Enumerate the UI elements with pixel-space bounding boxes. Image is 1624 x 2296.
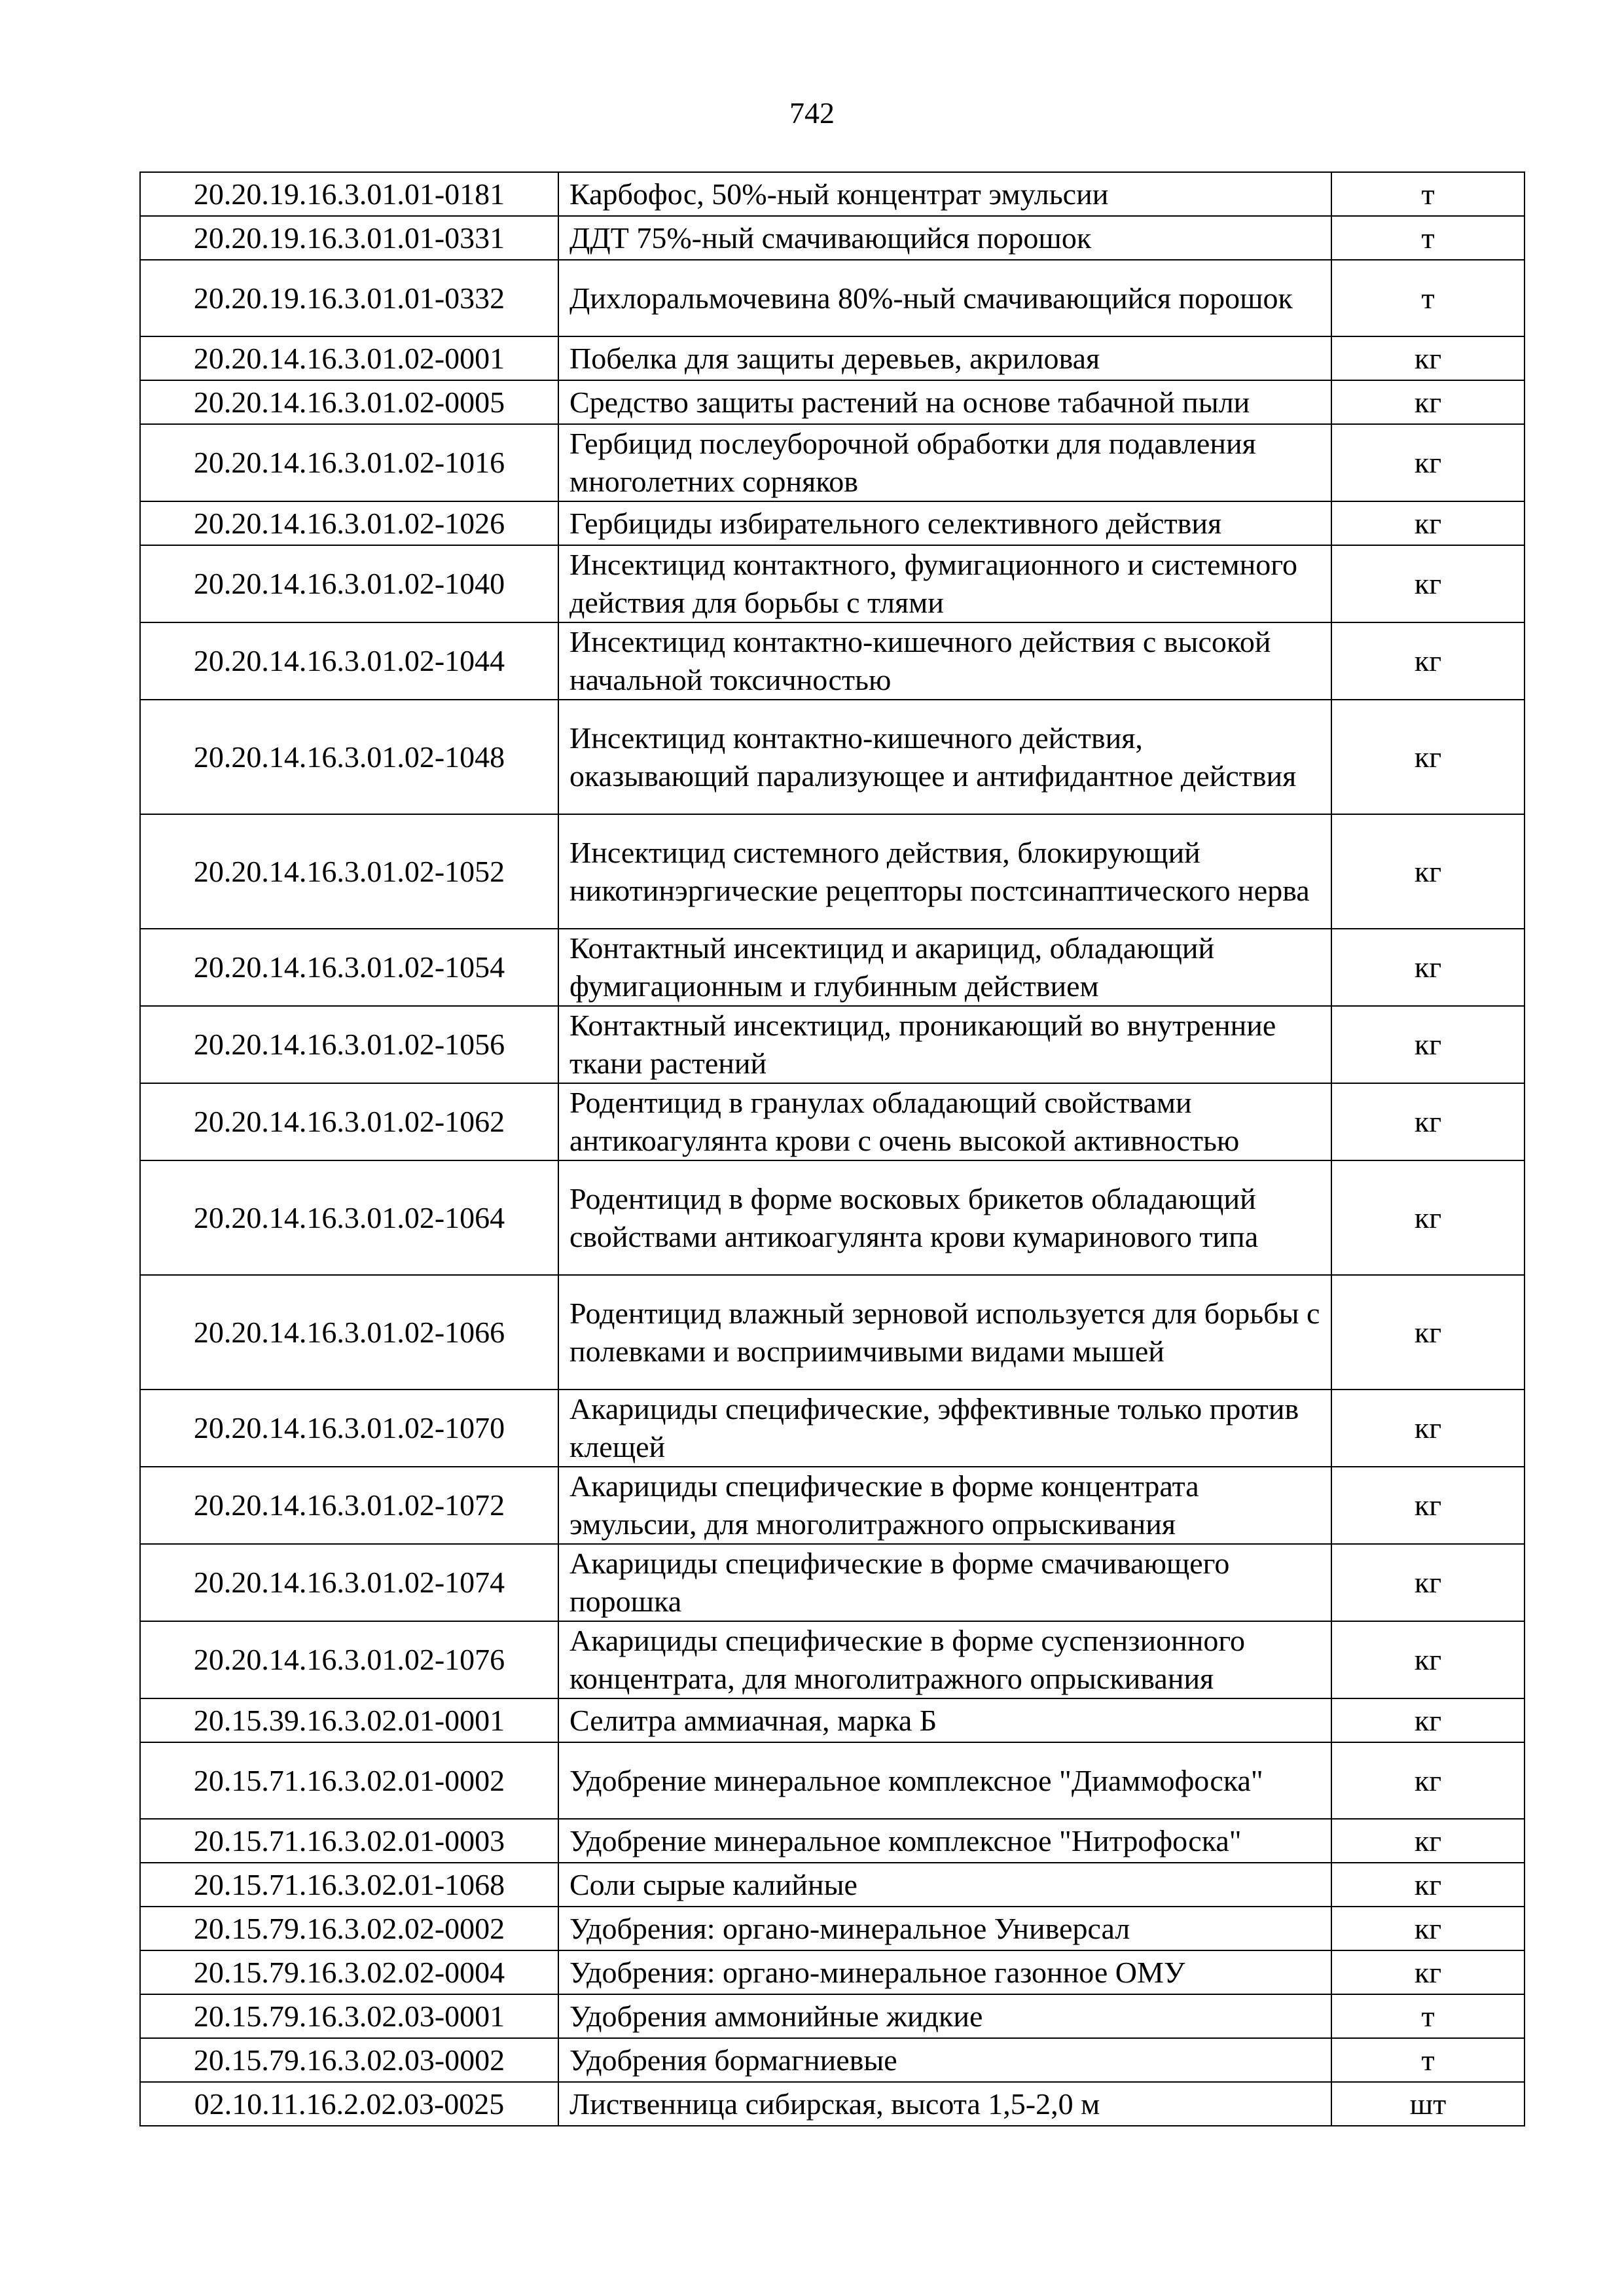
unit-of-measure: кг: [1331, 1621, 1525, 1698]
materials-table-body: [140, 172, 1525, 2126]
resource-name: Инсектицид контактно-кишечного действия, оказывающий парализующее и антифидантное действия: [558, 700, 1331, 814]
unit-of-measure: кг: [1331, 1275, 1525, 1390]
resource-name: Удобрения: органо-минеральное Универсал: [558, 1907, 1331, 1950]
resource-code: 20.20.14.16.3.01.02-1062: [140, 1083, 558, 1160]
unit-of-measure: кг: [1331, 929, 1525, 1006]
resource-name: Родентицид в гранулах обладающий свойствами антикоагулянта крови с очень высокой активностью: [558, 1083, 1331, 1160]
resource-name: Акарициды специфические, эффективные только против клещей: [558, 1390, 1331, 1467]
resource-name: Дихлоральмочевина 80%-ный смачивающийся порошок: [558, 260, 1331, 336]
resource-name: Родентицид в форме восковых брикетов обладающий свойствами антикоагулянта крови кумаринового типа: [558, 1160, 1331, 1275]
unit-of-measure: кг: [1331, 336, 1525, 380]
resource-code: 20.20.14.16.3.01.02-1076: [140, 1621, 558, 1698]
table-row: [140, 929, 1525, 1006]
unit-of-measure: кг: [1331, 1467, 1525, 1544]
unit-of-measure: кг: [1331, 1950, 1525, 1994]
unit-of-measure: кг: [1331, 501, 1525, 545]
table-row: [140, 1275, 1525, 1390]
resource-name: Контактный инсектицид, проникающий во внутренние ткани растений: [558, 1006, 1331, 1083]
table-row: [140, 814, 1525, 929]
resource-code: 20.15.79.16.3.02.03-0002: [140, 2038, 558, 2082]
table-row: [140, 501, 1525, 545]
table-row: [140, 2038, 1525, 2082]
table-row: [140, 424, 1525, 501]
table-row: [140, 1819, 1525, 1863]
resource-code: 20.15.79.16.3.02.03-0001: [140, 1994, 558, 2038]
resource-name: Родентицид влажный зерновой используется для борьбы с полевками и восприимчивыми видами мышей: [558, 1275, 1331, 1390]
resource-code: 20.15.39.16.3.02.01-0001: [140, 1698, 558, 1742]
unit-of-measure: т: [1331, 260, 1525, 336]
resource-name: Акарициды специфические в форме концентрата эмульсии, для многолитражного опрыскивания: [558, 1467, 1331, 1544]
unit-of-measure: кг: [1331, 1006, 1525, 1083]
resource-code: 20.15.71.16.3.02.01-0003: [140, 1819, 558, 1863]
table-row: [140, 216, 1525, 260]
resource-code: 20.15.71.16.3.02.01-1068: [140, 1863, 558, 1907]
unit-of-measure: кг: [1331, 545, 1525, 622]
resource-code: 20.20.14.16.3.01.02-1064: [140, 1160, 558, 1275]
resource-code: 02.10.11.16.2.02.03-0025: [140, 2082, 558, 2126]
resource-code: 20.15.79.16.3.02.02-0004: [140, 1950, 558, 1994]
resource-code: 20.20.14.16.3.01.02-1056: [140, 1006, 558, 1083]
table-row: [140, 2082, 1525, 2126]
resource-code: 20.20.14.16.3.01.02-1040: [140, 545, 558, 622]
resource-name: Удобрения аммонийные жидкие: [558, 1994, 1331, 2038]
resource-name: Контактный инсектицид и акарицид, обладающий фумигационным и глубинным действием: [558, 929, 1331, 1006]
table-row: [140, 1390, 1525, 1467]
unit-of-measure: кг: [1331, 1819, 1525, 1863]
resource-code: 20.20.14.16.3.01.02-1044: [140, 622, 558, 700]
unit-of-measure: кг: [1331, 1742, 1525, 1819]
table-row: [140, 1006, 1525, 1083]
resource-code: 20.15.71.16.3.02.01-0002: [140, 1742, 558, 1819]
resource-name: Соли сырые калийные: [558, 1863, 1331, 1907]
table-row: [140, 700, 1525, 814]
unit-of-measure: кг: [1331, 1698, 1525, 1742]
resource-name: Удобрение минеральное комплексное "Нитрофоска": [558, 1819, 1331, 1863]
unit-of-measure: кг: [1331, 814, 1525, 929]
table-row: [140, 1083, 1525, 1160]
resource-name: Акарициды специфические в форме суспензионного концентрата, для многолитражного опрыскивания: [558, 1621, 1331, 1698]
unit-of-measure: кг: [1331, 700, 1525, 814]
table-row: [140, 1467, 1525, 1544]
table-row: [140, 1544, 1525, 1621]
resource-code: 20.20.14.16.3.01.02-0001: [140, 336, 558, 380]
unit-of-measure: кг: [1331, 622, 1525, 700]
resource-name: ДДТ 75%-ный смачивающийся порошок: [558, 216, 1331, 260]
resource-name: Удобрения бормагниевые: [558, 2038, 1331, 2082]
unit-of-measure: кг: [1331, 1863, 1525, 1907]
resource-code: 20.20.14.16.3.01.02-1066: [140, 1275, 558, 1390]
resource-code: 20.20.14.16.3.01.02-1048: [140, 700, 558, 814]
unit-of-measure: кг: [1331, 1160, 1525, 1275]
table-row: [140, 1621, 1525, 1698]
unit-of-measure: кг: [1331, 1544, 1525, 1621]
unit-of-measure: кг: [1331, 1907, 1525, 1950]
table-row: [140, 1994, 1525, 2038]
resource-name: Лиственница сибирская, высота 1,5-2,0 м: [558, 2082, 1331, 2126]
unit-of-measure: т: [1331, 1994, 1525, 2038]
table-row: [140, 172, 1525, 216]
resource-code: 20.20.14.16.3.01.02-1052: [140, 814, 558, 929]
resource-name: Гербицид послеуборочной обработки для подавления многолетних сорняков: [558, 424, 1331, 501]
resource-code: 20.20.14.16.3.01.02-1072: [140, 1467, 558, 1544]
resource-code: 20.20.14.16.3.01.02-1016: [140, 424, 558, 501]
unit-of-measure: кг: [1331, 1083, 1525, 1160]
resource-code: 20.20.19.16.3.01.01-0332: [140, 260, 558, 336]
table-row: [140, 1742, 1525, 1819]
resource-name: Средство защиты растений на основе табачной пыли: [558, 380, 1331, 424]
resource-name: Побелка для защиты деревьев, акриловая: [558, 336, 1331, 380]
resource-name: Гербициды избирательного селективного действия: [558, 501, 1331, 545]
table-row: [140, 545, 1525, 622]
resource-code: 20.20.14.16.3.01.02-1054: [140, 929, 558, 1006]
unit-of-measure: т: [1331, 2038, 1525, 2082]
table-row: [140, 1907, 1525, 1950]
unit-of-measure: кг: [1331, 424, 1525, 501]
resource-code: 20.20.19.16.3.01.01-0331: [140, 216, 558, 260]
table-row: [140, 1160, 1525, 1275]
resource-name: Карбофос, 50%-ный концентрат эмульсии: [558, 172, 1331, 216]
resource-name: Акарициды специфические в форме смачивающего порошка: [558, 1544, 1331, 1621]
resource-name: Удобрение минеральное комплексное "Диаммофоска": [558, 1742, 1331, 1819]
unit-of-measure: кг: [1331, 1390, 1525, 1467]
materials-table: [139, 171, 1525, 2126]
table-row: [140, 1863, 1525, 1907]
table-row: [140, 1950, 1525, 1994]
page-number: 742: [789, 96, 835, 130]
resource-code: 20.20.14.16.3.01.02-0005: [140, 380, 558, 424]
resource-name: Инсектицид системного действия, блокирующий никотинэргические рецепторы постсинаптического нерва: [558, 814, 1331, 929]
unit-of-measure: шт: [1331, 2082, 1525, 2126]
resource-name: Селитра аммиачная, марка Б: [558, 1698, 1331, 1742]
resource-code: 20.20.14.16.3.01.02-1074: [140, 1544, 558, 1621]
resource-code: 20.20.19.16.3.01.01-0181: [140, 172, 558, 216]
table-row: [140, 380, 1525, 424]
unit-of-measure: т: [1331, 216, 1525, 260]
table-row: [140, 336, 1525, 380]
unit-of-measure: кг: [1331, 380, 1525, 424]
resource-name: Инсектицид контактно-кишечного действия с высокой начальной токсичностью: [558, 622, 1331, 700]
resource-code: 20.20.14.16.3.01.02-1026: [140, 501, 558, 545]
resource-name: Удобрения: органо-минеральное газонное ОМУ: [558, 1950, 1331, 1994]
table-row: [140, 1698, 1525, 1742]
unit-of-measure: т: [1331, 172, 1525, 216]
resource-code: 20.15.79.16.3.02.02-0002: [140, 1907, 558, 1950]
resource-code: 20.20.14.16.3.01.02-1070: [140, 1390, 558, 1467]
table-row: [140, 622, 1525, 700]
resource-name: Инсектицид контактного, фумигационного и системного действия для борьбы с тлями: [558, 545, 1331, 622]
table-row: [140, 260, 1525, 336]
